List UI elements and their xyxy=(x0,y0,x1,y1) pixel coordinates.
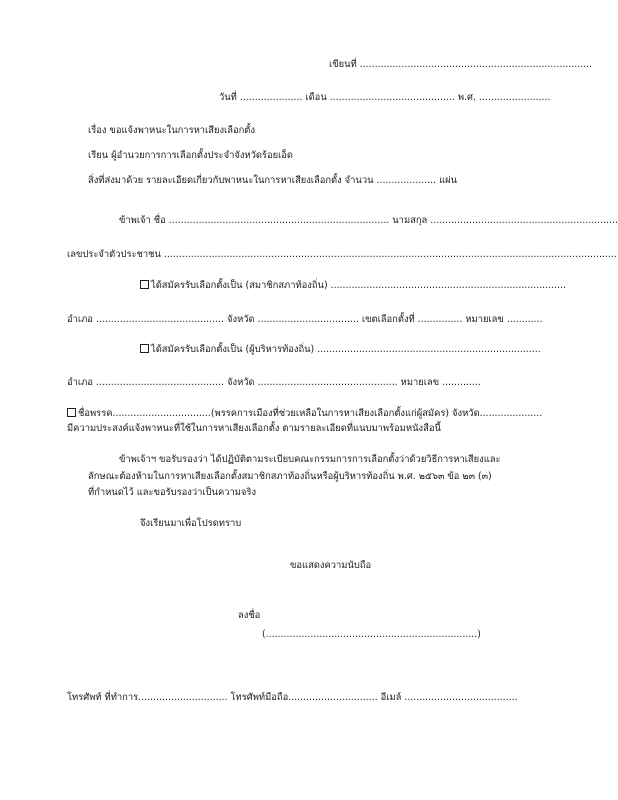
local-council-location-line: อำเภอ ........................................... จังหวัด .................................. เขตเลือกตั้งที่ ............... หมายเลข ............ xyxy=(67,314,543,325)
certification-line-1: ข้าพเจ้าฯ ขอรับรองว่า ได้ปฏิบัติตามระเบียบคณะกรรมการการเลือกตั้งว่าด้วยวิธีการหาเสียงและ xyxy=(119,454,501,465)
local-executive-label: ได้สมัครรับเลือกตั้งเป็น (ผู้บริหารท้องถิ่น) ........................................................................... xyxy=(151,344,541,355)
closing-line: จึงเรียนมาเพื่อโปรดทราบ xyxy=(140,518,242,529)
written-at-line: เขียนที่ .............................................................................. xyxy=(329,59,593,70)
subject-line: เรื่อง ขอแจ้งพาหนะในการหาเสียงเลือกตั้ง xyxy=(88,125,255,136)
contact-line: โทรศัพท์ ที่ทำการ.............................. โทรศัพท์มือถือ.............................. อีเมล์ ...................................... xyxy=(67,692,518,703)
certification-line-2: ลักษณะต้องห้ามในการหาเสียงเลือกตั้งสมาชิกสภาท้องถิ่นหรือผู้บริหารท้องถิ่น พ.ศ. ๒๕๖๓ ข้อ ๒๓ (๓) xyxy=(88,471,492,482)
local-executive-location-line: อำเภอ ........................................... จังหวัด ............................................... หมายเลข ............. xyxy=(67,377,481,388)
certification-line-3: ที่กำหนดไว้ และขอรับรองว่าเป็นความจริง xyxy=(88,487,257,498)
respect-line: ขอแสดงความนับถือ xyxy=(290,560,372,571)
local-council-option[interactable] xyxy=(140,280,566,292)
local-council-checkbox[interactable] xyxy=(140,280,149,289)
local-council-label: ได้สมัครรับเลือกตั้งเป็น (สมาชิกสภาท้องถิ่น) ............................................................................... xyxy=(151,280,567,291)
date-line: วันที่ ..................... เดือน .......................................... พ.ศ. ........................ xyxy=(219,92,551,103)
purpose-line: มีความประสงค์แจ้งพาหนะที่ใช้ในการหาเสียงเลือกตั้ง ตามรายละเอียดที่แนบมาพร้อมหนังสือนี้ xyxy=(67,423,441,434)
party-label: ชื่อพรรค.................................(พรรคการเมืองที่ช่วยเหลือในการหาเสียงเลือกตั้งแก่ผู้สมัคร) จังหวัด..................... xyxy=(78,408,543,419)
enclosure-line: สิ่งที่ส่งมาด้วย รายละเอียดเกี่ยวกับพาหนะในการหาเสียงเลือกตั้ง จำนวน .................... แผ่น xyxy=(88,175,458,186)
name-line: ข้าพเจ้า ชื่อ .......................................................................... นามสกุล ............................................................... xyxy=(119,215,618,226)
local-executive-checkbox[interactable] xyxy=(140,344,149,353)
local-executive-option[interactable] xyxy=(140,344,541,356)
party-checkbox[interactable] xyxy=(67,408,76,417)
citizen-id-line: เลขประจำตัวประชาชน ........................................................................................................................................................ xyxy=(67,249,617,260)
signature-name-blank: (.......................................................................) xyxy=(262,629,481,640)
signature-label: ลงชื่อ xyxy=(238,610,261,621)
party-option[interactable] xyxy=(67,408,542,420)
recipient-line: เรียน ผู้อำนวยการการเลือกตั้งประจำจังหวัดร้อยเอ็ด xyxy=(88,150,294,161)
